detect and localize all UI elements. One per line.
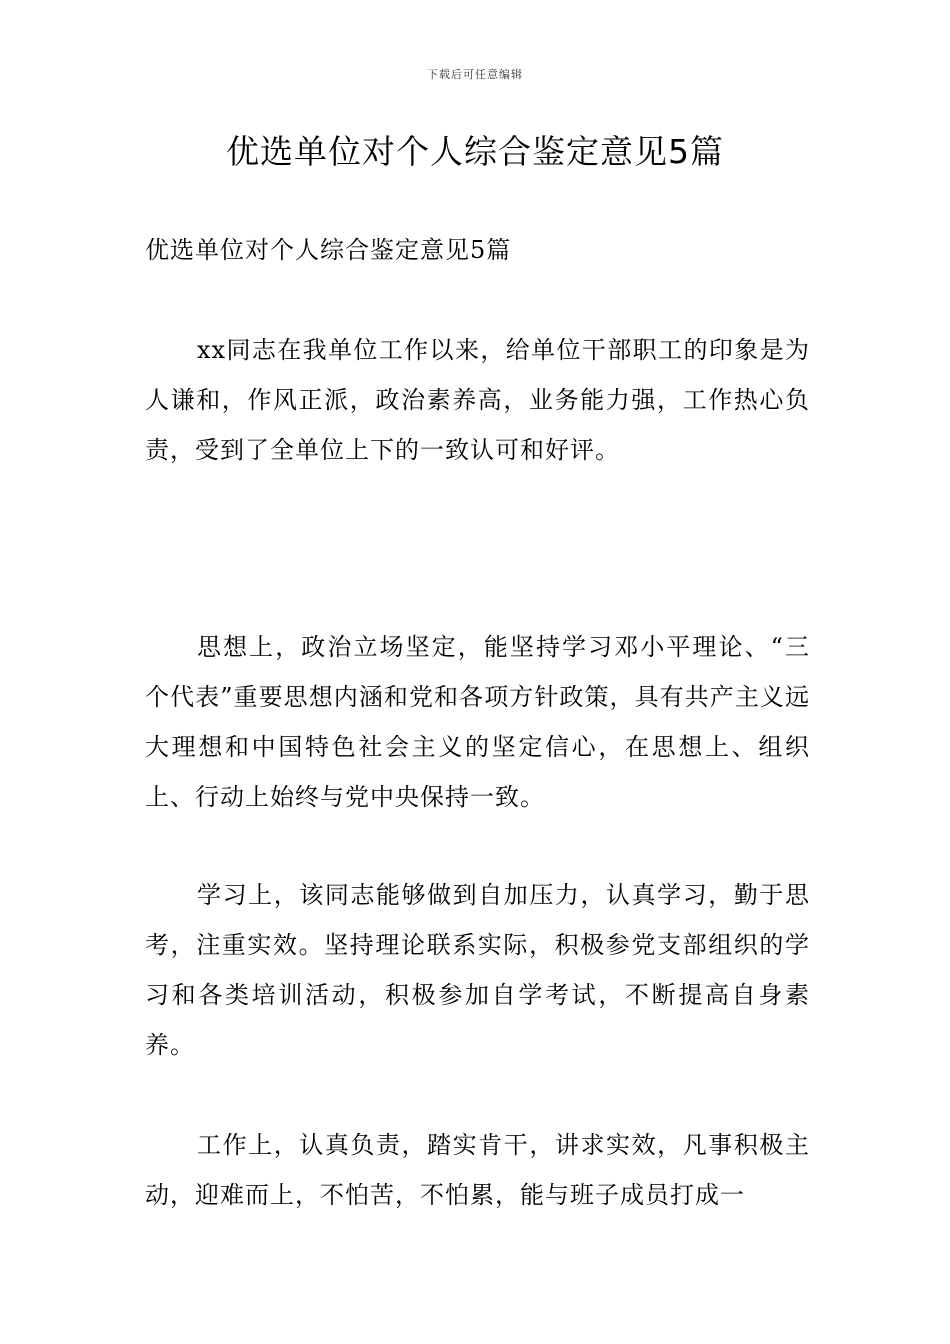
paragraph-study: 学习上，该同志能够做到自加压力，认真学习，勤于思考，注重实效。坚持理论联系实际，积极参党支部组织的学习和各类培训活动，积极参加自学考试，不断提高自身素养。 [145,881,810,1059]
paragraph-work: 工作上，认真负责，踏实肯干，讲求实效，凡事积极主动，迎难而上，不怕苦，不怕累，能与班子成员打成一 [145,1131,810,1209]
document-subtitle: 优选单位对个人综合鉴定意见5篇 [145,236,512,264]
paragraph-ideology: 思想上，政治立场坚定，能坚持学习邓小平理论、“三个代表”重要思想内涵和党和各项方针政策，具有共产主义远大理想和中国特色社会主义的坚定信心，在思想上、组织上、行动上始终与党中央保持一致。 [145,633,810,811]
header-note: 下载后可任意编辑 [427,68,523,81]
paragraph-intro: xx同志在我单位工作以来，给单位干部职工的印象是为人谦和，作风正派，政治素养高，业务能力强，工作热心负责，受到了全单位上下的一致认可和好评。 [145,336,810,464]
document-title: 优选单位对个人综合鉴定意见5篇 [226,132,724,171]
